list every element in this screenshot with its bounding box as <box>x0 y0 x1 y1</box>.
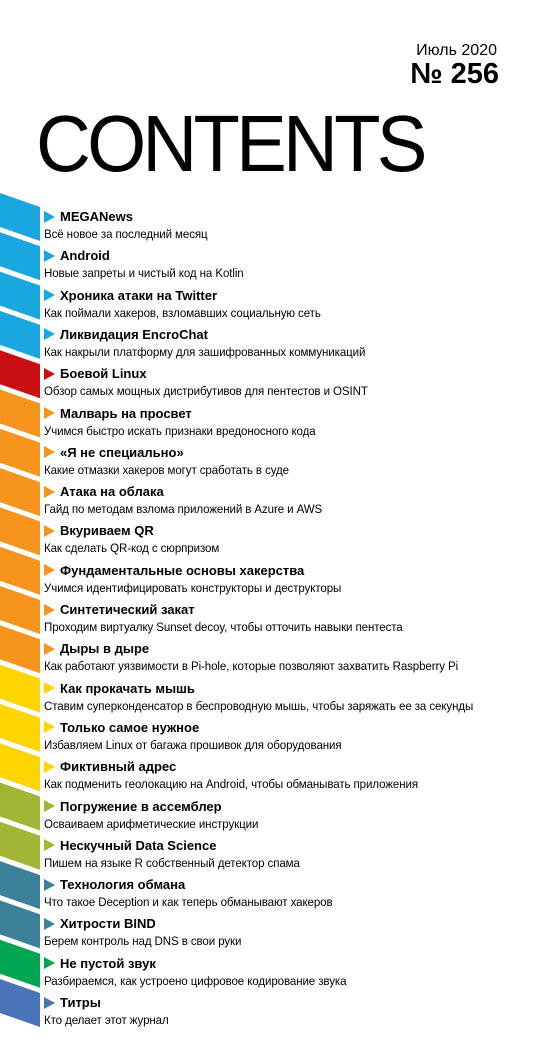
play-arrow-icon <box>44 839 55 851</box>
entry-description: Как накрыли платформу для зашифрованных коммуникаций <box>44 344 366 359</box>
play-arrow-icon <box>44 211 55 223</box>
color-stripe <box>0 743 40 791</box>
entry-description: Берем контроль над DNS в свои руки <box>44 934 242 949</box>
entry-title <box>44 954 524 973</box>
entry-title-text: Хроника атаки на Twitter <box>60 287 218 303</box>
color-stripe <box>0 429 40 477</box>
entry-description: Учимся быстро искать признаки вредоносного кода <box>44 423 316 438</box>
entry-title <box>44 246 524 265</box>
color-stripe <box>0 468 40 516</box>
color-stripe <box>0 665 40 713</box>
play-arrow-icon <box>44 250 55 262</box>
play-arrow-icon <box>44 564 55 576</box>
play-arrow-icon <box>44 918 55 930</box>
entry-description: Избавляем Linux от багажа прошивок для оборудования <box>44 737 342 752</box>
color-stripe <box>0 272 40 320</box>
entry-title <box>44 364 524 383</box>
entry-description: Обзор самых мощных дистрибутивов для пентестов и OSINT <box>44 384 368 399</box>
play-arrow-icon <box>44 604 55 616</box>
entry-title-text: Атака на облака <box>60 484 164 500</box>
color-stripe <box>0 940 40 988</box>
entry-description: Как поймали хакеров, взломавших социальную сеть <box>44 305 321 320</box>
entry-title-text: Android <box>60 248 110 264</box>
color-stripes <box>0 0 40 1062</box>
entry-title-text: Боевой Linux <box>60 366 147 382</box>
entry-description: Какие отмазки хакеров могут сработать в суде <box>44 462 289 477</box>
play-arrow-icon <box>44 407 55 419</box>
color-stripe <box>0 390 40 438</box>
color-stripe <box>0 586 40 634</box>
entry-title-text: Малварь на просвет <box>60 405 192 421</box>
play-arrow-icon <box>44 328 55 340</box>
entry-title <box>44 561 524 580</box>
toc-entry[interactable] <box>44 286 524 322</box>
entry-description: Как подменить геолокацию на Android, чтобы обманывать приложения <box>44 777 418 792</box>
toc-entry[interactable] <box>44 993 524 1029</box>
play-arrow-icon <box>44 721 55 733</box>
entry-title-text: Синтетический закат <box>60 602 195 617</box>
issue-month: Июль 2020 <box>416 42 497 59</box>
entry-title-text: Погружение в ассемблер <box>60 798 222 814</box>
entry-title-text: Нескучный Data Science <box>60 837 217 853</box>
toc-entry[interactable] <box>44 246 524 282</box>
entry-description: Как работают уязвимости в Pi-hole, которые позволяют захватить Raspberry Pi <box>44 659 459 674</box>
entry-title <box>44 875 524 894</box>
entry-description: Новые запреты и чистый код на Kotlin <box>44 266 244 281</box>
entry-description: Учимся идентифицировать конструкторы и деструкторы <box>44 580 342 595</box>
entry-description: Всё новое за последний месяц <box>44 227 208 241</box>
entry-title <box>44 993 524 1012</box>
color-stripe <box>0 547 40 595</box>
entry-title-text: Титры <box>60 995 101 1010</box>
toc-entry[interactable] <box>44 875 524 911</box>
entry-title <box>44 207 524 226</box>
toc-entry[interactable] <box>44 482 524 518</box>
entry-title <box>44 757 524 776</box>
entry-description: Ставим суперконденсатор в беспроводную мышь, чтобы заряжать ее за секунды <box>44 698 474 713</box>
entry-description: Разбираемся, как устроено цифровое кодирование звука <box>44 973 347 988</box>
toc-entry[interactable] <box>44 207 524 243</box>
color-stripe <box>0 232 40 280</box>
entry-title-text: Технология обмана <box>60 877 186 893</box>
entry-title-text: Как прокачать мышь <box>60 680 195 696</box>
entry-description: Что такое Deception и как теперь обманывают хакеров <box>44 895 333 910</box>
color-stripe <box>0 704 40 752</box>
color-stripe <box>0 979 40 1027</box>
toc-entry[interactable] <box>44 679 524 715</box>
play-arrow-icon <box>44 957 55 969</box>
entry-title <box>44 639 524 658</box>
entry-description: Пишем на языке R собственный детектор спама <box>44 855 300 870</box>
toc-entry[interactable] <box>44 561 524 597</box>
color-stripe <box>0 822 40 870</box>
toc-entry[interactable] <box>44 600 524 636</box>
page-title: CONTENTS <box>36 99 424 188</box>
entry-title-text: Фундаментальные основы хакерства <box>60 562 305 578</box>
color-stripe <box>0 783 40 831</box>
toc-entry[interactable] <box>44 718 524 754</box>
entry-title <box>44 404 524 423</box>
toc-entry[interactable] <box>44 639 524 675</box>
toc-entry[interactable] <box>44 836 524 872</box>
entry-description: Как сделать QR-код с сюрпризом <box>44 541 220 556</box>
entry-title-text: Дыры в дыре <box>60 641 150 657</box>
issue-number: № 256 <box>410 58 499 90</box>
toc-entry[interactable] <box>44 364 524 400</box>
toc-entry[interactable] <box>44 325 524 361</box>
play-arrow-icon <box>44 761 55 773</box>
toc-entry[interactable] <box>44 757 524 793</box>
entry-title-text: Хитрости BIND <box>60 916 156 932</box>
color-stripe <box>0 861 40 909</box>
entry-title <box>44 600 524 619</box>
color-stripe <box>0 900 40 948</box>
toc-entry[interactable] <box>44 914 524 950</box>
entry-description: Гайд по методам взлома приложений в Azure и AWS <box>44 502 323 517</box>
play-arrow-icon <box>44 289 55 301</box>
play-arrow-icon <box>44 643 55 655</box>
toc-entry[interactable] <box>44 443 524 479</box>
entry-title-text: Вкуриваем QR <box>60 523 154 539</box>
entry-title <box>44 286 524 305</box>
entry-title <box>44 836 524 855</box>
toc-entry[interactable] <box>44 797 524 833</box>
play-arrow-icon <box>44 800 55 812</box>
play-arrow-icon <box>44 879 55 891</box>
play-arrow-icon <box>44 997 55 1009</box>
entry-description: Кто делает этот журнал <box>44 1013 169 1027</box>
color-stripe <box>0 311 40 359</box>
entry-title <box>44 679 524 698</box>
entry-title-text: Ликвидация EncroChat <box>60 326 208 342</box>
play-arrow-icon <box>44 682 55 694</box>
toc-entry[interactable] <box>44 521 524 557</box>
entry-title-text: «Я не специально» <box>60 444 184 460</box>
color-stripe <box>0 507 40 555</box>
entry-title-text: Только самое нужное <box>60 719 200 735</box>
entry-title <box>44 443 524 462</box>
entry-title-text: Не пустой звук <box>60 955 156 971</box>
entry-title <box>44 482 524 501</box>
color-stripe <box>0 193 40 241</box>
color-stripe <box>0 625 40 673</box>
entry-title <box>44 521 524 540</box>
play-arrow-icon <box>44 486 55 498</box>
entry-title <box>44 718 524 737</box>
entry-title-text: MEGANews <box>60 209 133 224</box>
entry-description: Осваиваем арифметические инструкции <box>44 816 259 831</box>
entry-title <box>44 797 524 816</box>
entry-title <box>44 325 524 344</box>
entry-title-text: Фиктивный адрес <box>60 759 177 775</box>
color-stripe <box>0 350 40 398</box>
play-arrow-icon <box>44 525 55 537</box>
toc-entry[interactable] <box>44 404 524 440</box>
play-arrow-icon <box>44 446 55 458</box>
play-arrow-icon <box>44 368 55 380</box>
toc-entry[interactable] <box>44 954 524 990</box>
entry-description: Проходим виртуалку Sunset decoy, чтобы отточить навыки пентеста <box>44 620 403 634</box>
entry-title <box>44 914 524 933</box>
